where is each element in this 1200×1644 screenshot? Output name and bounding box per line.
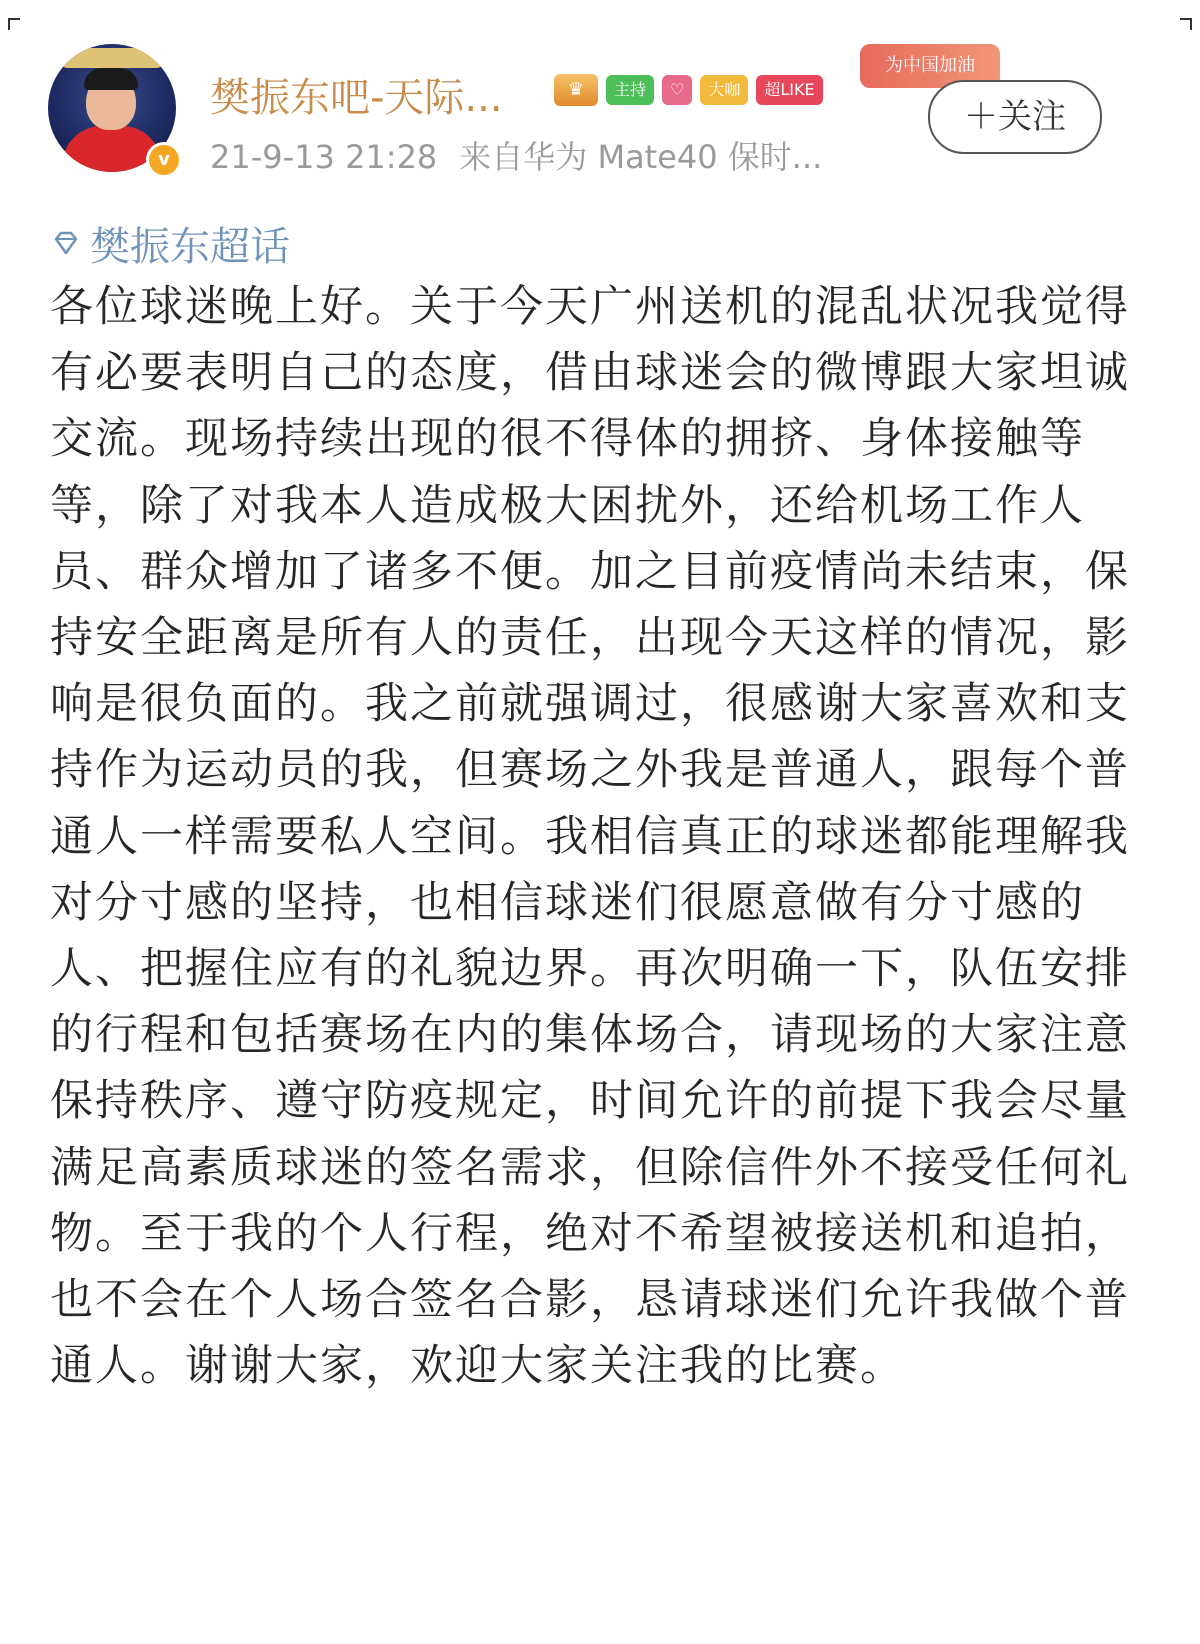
badge-superlike[interactable]: 超LIKE (756, 75, 822, 105)
verified-icon: v (146, 142, 182, 178)
diamond-icon (50, 227, 82, 259)
author-name[interactable]: 樊振东吧-天际... (210, 75, 503, 121)
corner-mark-right (1180, 18, 1192, 30)
badge-vip[interactable]: 大咖 (700, 75, 748, 105)
post-meta (210, 132, 822, 178)
author-badges (554, 72, 823, 108)
topic-label[interactable]: 樊振东超话 (90, 223, 290, 270)
corner-mark-left (8, 18, 20, 30)
heart-badge-icon[interactable]: ♡ (662, 75, 692, 105)
avatar-hair (84, 68, 138, 90)
avatar-frame-decoration (58, 48, 166, 68)
crown-icon: ♛ (554, 74, 598, 106)
promo-banner[interactable]: 为中国加油 (860, 44, 1000, 88)
post-header (48, 44, 1158, 184)
post-source[interactable]: 来自华为 Mate40 保时... (459, 138, 823, 176)
topic-link[interactable] (50, 218, 290, 268)
badge-host[interactable]: 主持 (606, 75, 654, 105)
post-body-text: 各位球迷晚上好。关于今天广州送机的混乱状况我觉得有必要表明自己的态度，借由球迷会的微博跟大家坦诚交流。现场持续出现的很不得体的拥挤、身体接触等等，除了对我本人造成极大困扰外，还给机场工作人员、群众增加了诸多不便。加之目前疫情尚未结束，保持安全距离是所有人的责任，出现今天这样的情况，影响是很负面的。我之前就强调过，很感谢大家喜欢和支持作为运动员的我，但赛场之外我是普通人，跟每个普通人一样需要私人空间。我相信真正的球迷都能理解我对分寸感的坚持，也相信球迷们很愿意做有分寸感的人、把握住应有的礼貌边界。再次明确一下，队伍安排的行程和包括赛场在内的集体场合，请现场的大家注意保持秩序、遵守防疫规定，时间允许的前提下我会尽量满足高素质球迷的签名需求，但除信件外不接受任何礼物。至于我的个人行程，绝对不希望被接送机和追拍，也不会在个人场合签名合影，恳请球迷们允许我做个普通人。谢谢大家，欢迎大家关注我的比赛。 (50, 282, 1130, 1392)
post-timestamp: 21-9-13 21:28 (210, 138, 438, 176)
follow-button[interactable]: ＋关注 (928, 80, 1102, 154)
